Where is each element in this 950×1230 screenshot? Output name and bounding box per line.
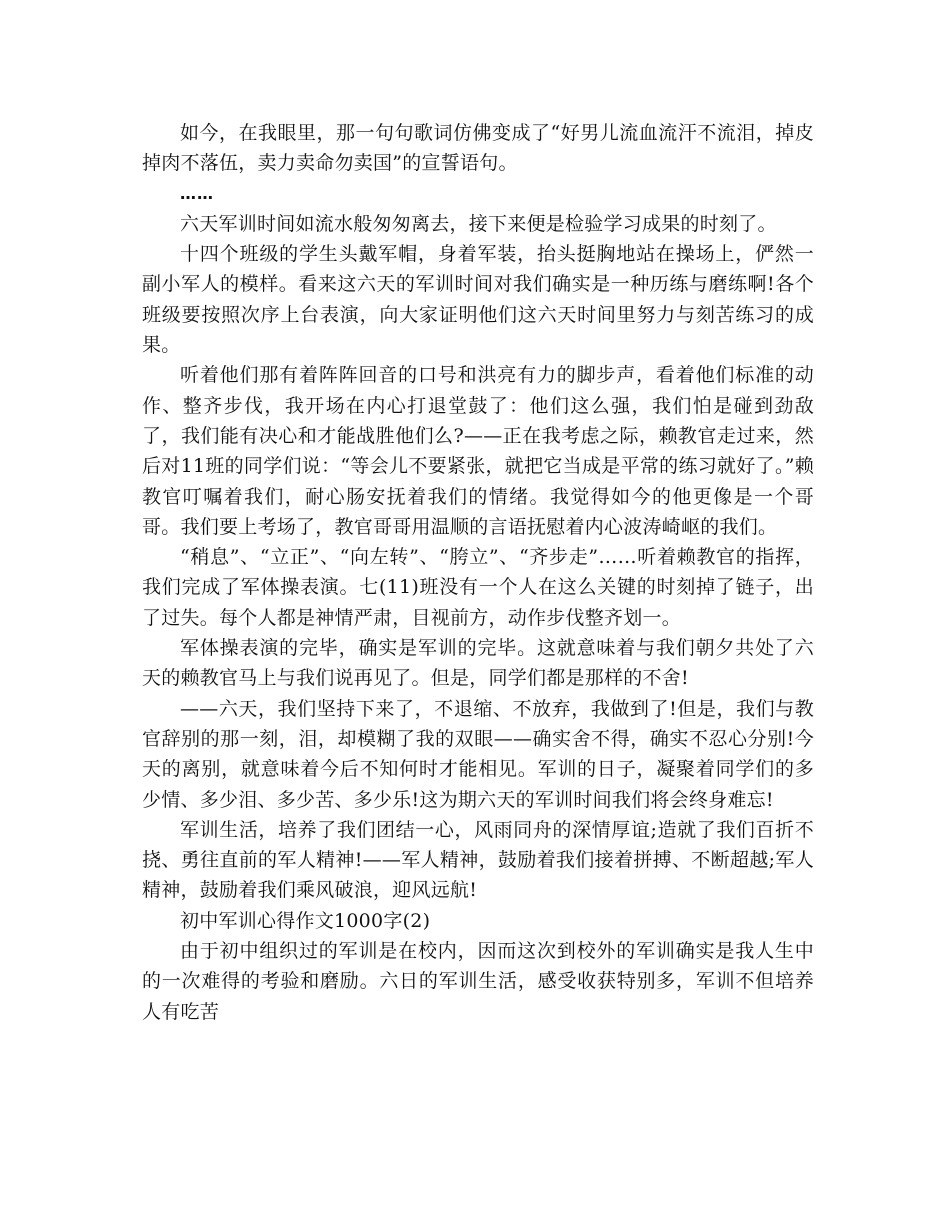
paragraph-listening-to-others: 听着他们那有着阵阵回音的口号和洪亮有力的脚步声，看着他们标准的动作、整齐步伐，我开场在内心打退堂鼓了：他们这么强，我们怕是碰到劲敌了，我们能有决心和才能战胜他们么?——正在我考虑之际，赖教官走过来，然后对11班的同学们说：“等会儿不要紧张，就把它当成是平常的练习就好了。”赖教官叮嘱着我们，耐心肠安抚着我们的情绪。我觉得如今的他更像是一个哥哥。我们要上考场了，教官哥哥用温顺的言语抚慰着内心波涛崎岖的我们。 [142,364,814,538]
ellipsis-separator: …… [180,183,214,203]
section-heading: 初中军训心得作文1000字(2) [180,909,431,932]
paragraph-end-of-training: 军体操表演的完毕，确实是军训的完毕。这就意味着与我们朝夕共处了六天的赖教官马上与我们说再见了。但是，同学们都是那样的不舍! [142,637,814,690]
paragraph-farewell: ——六天，我们坚持下来了，不退缩、不放弃，我做到了!但是，我们与教官辞别的那一刻，泪，却模糊了我的双眼——确实舍不得，确实不忍心分别!今天的离别，就意味着今后不知何时才能相见。军训的日子，凝聚着同学们的多少情、多少泪、多少苦、多少乐!这为期六天的军训时间我们将会终身难忘! [142,697,814,811]
paragraph-second-essay-start: 由于初中组织过的军训是在校内，因而这次到校外的军训确实是我人生中的一次难得的考验和磨励。六日的军训生活，感受收获特别多，军训不但培养人有吃苦 [142,940,814,1023]
paragraph-drill-commands: “稍息”、“立正”、“向左转”、“胯立”、“齐步走”……听着赖教官的指挥，我们完成了军体操表演。七(11)班没有一个人在这么关键的时刻掉了链子，出了过失。每个人都是神情严肃，目视前方，动作步伐整齐划一。 [142,546,814,629]
paragraph-military-spirit: 军训生活，培养了我们团结一心，风雨同舟的深情厚谊;造就了我们百折不挠、勇往直前的军人精神!——军人精神，鼓励着我们接着拼搏、不断超越;军人精神，鼓励着我们乘风破浪，迎风远航! [142,818,814,902]
paragraph-oath-lyrics: 如今，在我眼里，那一句句歌词仿佛变成了“好男儿流血流汗不流泪，掉皮掉肉不落伍，卖力卖命勿卖国”的宣誓语句。 [142,122,814,175]
paragraph-fourteen-classes: 十四个班级的学生头戴军帽，身着军装，抬头挺胸地站在操场上，俨然一副小军人的模样。看来这六天的军训时间对我们确实是一种历练与磨练啊!各个班级要按照次序上台表演，向大家证明他们这六天时间里努力与刻苦练习的成果。 [142,243,814,357]
paragraph-six-days-passed: 六天军训时间如流水般匆匆离去，接下来便是检验学习成果的时刻了。 [180,212,777,235]
document-body [142,118,814,1027]
